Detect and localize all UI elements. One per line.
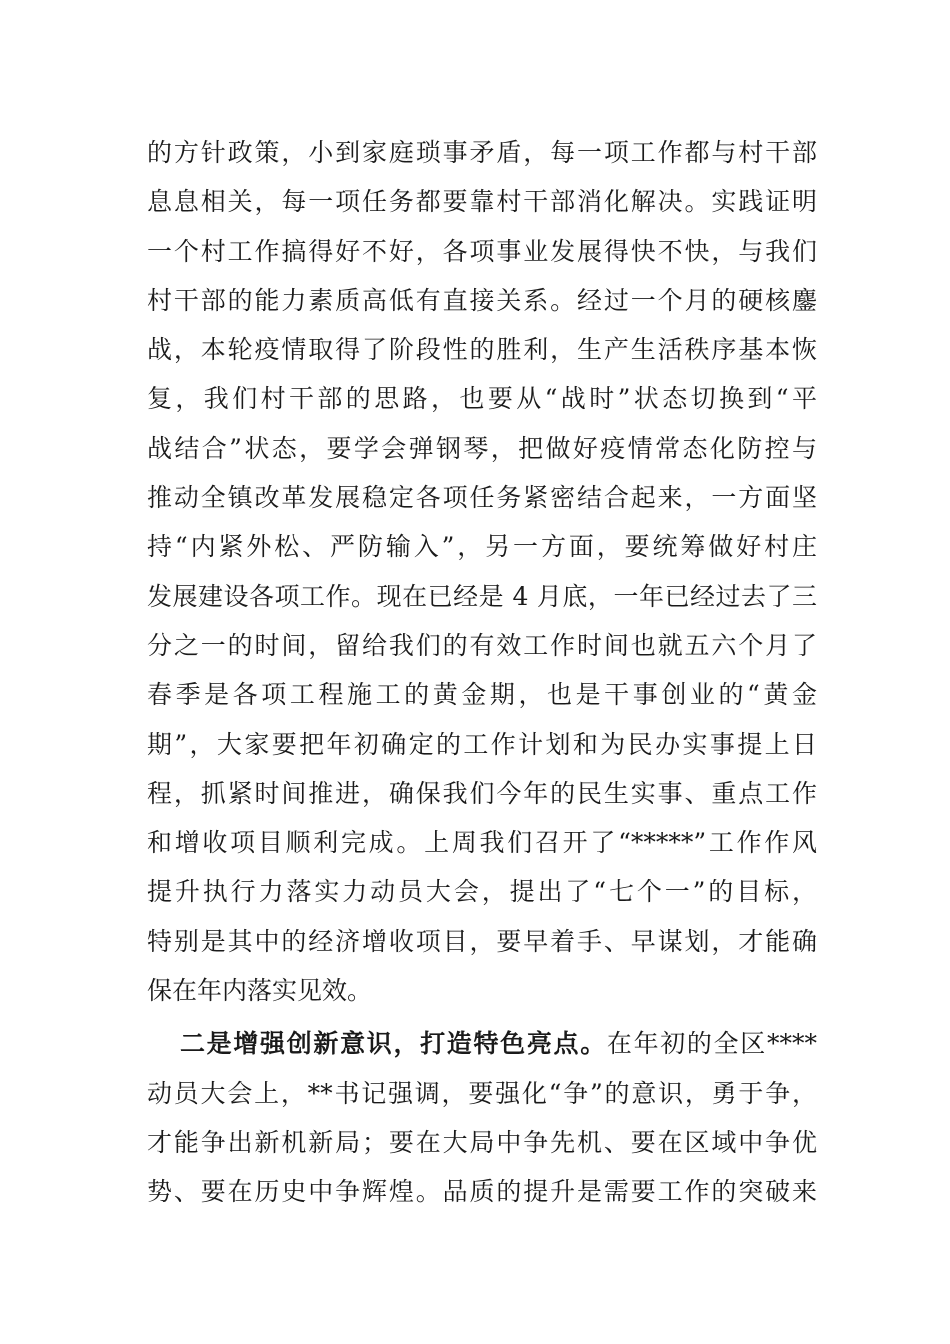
paragraph-first-line: [147, 1019, 817, 1068]
section-heading: 二是增强创新意识，打造特色亮点。: [180, 1029, 607, 1059]
paragraph-line: 动员大会上，**书记强调，要强化“争”的意识，勇于争，: [147, 1078, 817, 1108]
paragraph-line: 推动全镇改革发展稳定各项任务紧密结合起来，一方面坚: [147, 483, 817, 513]
heading-followup-text: 在年初的全区****: [606, 1029, 817, 1059]
paragraph-line: 战结合”状态，要学会弹钢琴，把做好疫情常态化防控与: [147, 433, 817, 463]
paragraph-line: 程，抓紧时间推进，确保我们今年的民生实事、重点工作: [147, 778, 817, 808]
paragraph-line: 势、要在历史中争辉煌。品质的提升是需要工作的突破来: [147, 1177, 817, 1207]
paragraph-line: 一个村工作搞得好不好，各项事业发展得快不快，与我们: [147, 236, 817, 266]
paragraph-line: 的方针政策，小到家庭琐事矛盾，每一项工作都与村干部: [147, 138, 817, 167]
paragraph-line: 息息相关，每一项任务都要靠村干部消化解决。实践证明: [147, 187, 817, 217]
paragraph-line: 保在年内落实见效。: [147, 976, 373, 1006]
paragraph-line: 村干部的能力素质高低有直接关系。经过一个月的硬核鏖: [147, 285, 817, 315]
paragraph-line: 特别是其中的经济增收项目，要早着手、早谋划，才能确: [147, 926, 817, 956]
paragraph-line: 分之一的时间，留给我们的有效工作时间也就五六个月了: [147, 630, 817, 660]
paragraph-line: 发展建设各项工作。现在已经是 4 月底，一年已经过去了三: [147, 581, 817, 611]
paragraph-line: 复，我们村干部的思路，也要从“战时”状态切换到“平: [147, 384, 817, 414]
paragraph-line: 持“内紧外松、严防输入”，另一方面，要统筹做好村庄: [147, 532, 817, 562]
paragraph-1: [147, 128, 817, 1015]
paragraph-line: 才能争出新机新局；要在大局中争先机、要在区域中争优: [147, 1127, 817, 1157]
paragraph-line: 春季是各项工程施工的黄金期，也是干事创业的“黄金: [147, 680, 817, 710]
paragraph-line: 战，本轮疫情取得了阶段性的胜利，生产生活秩序基本恢: [147, 335, 817, 365]
paragraph-line: 提升执行力落实力动员大会，提出了“七个一”的目标，: [147, 877, 817, 907]
paragraph-line: 和增收项目顺利完成。上周我们召开了“*****”工作作风: [147, 828, 817, 858]
paragraph-line: 期”，大家要把年初确定的工作计划和为民办实事提上日: [147, 729, 817, 759]
document-body: [147, 128, 817, 1217]
paragraph-2: [147, 1019, 817, 1216]
